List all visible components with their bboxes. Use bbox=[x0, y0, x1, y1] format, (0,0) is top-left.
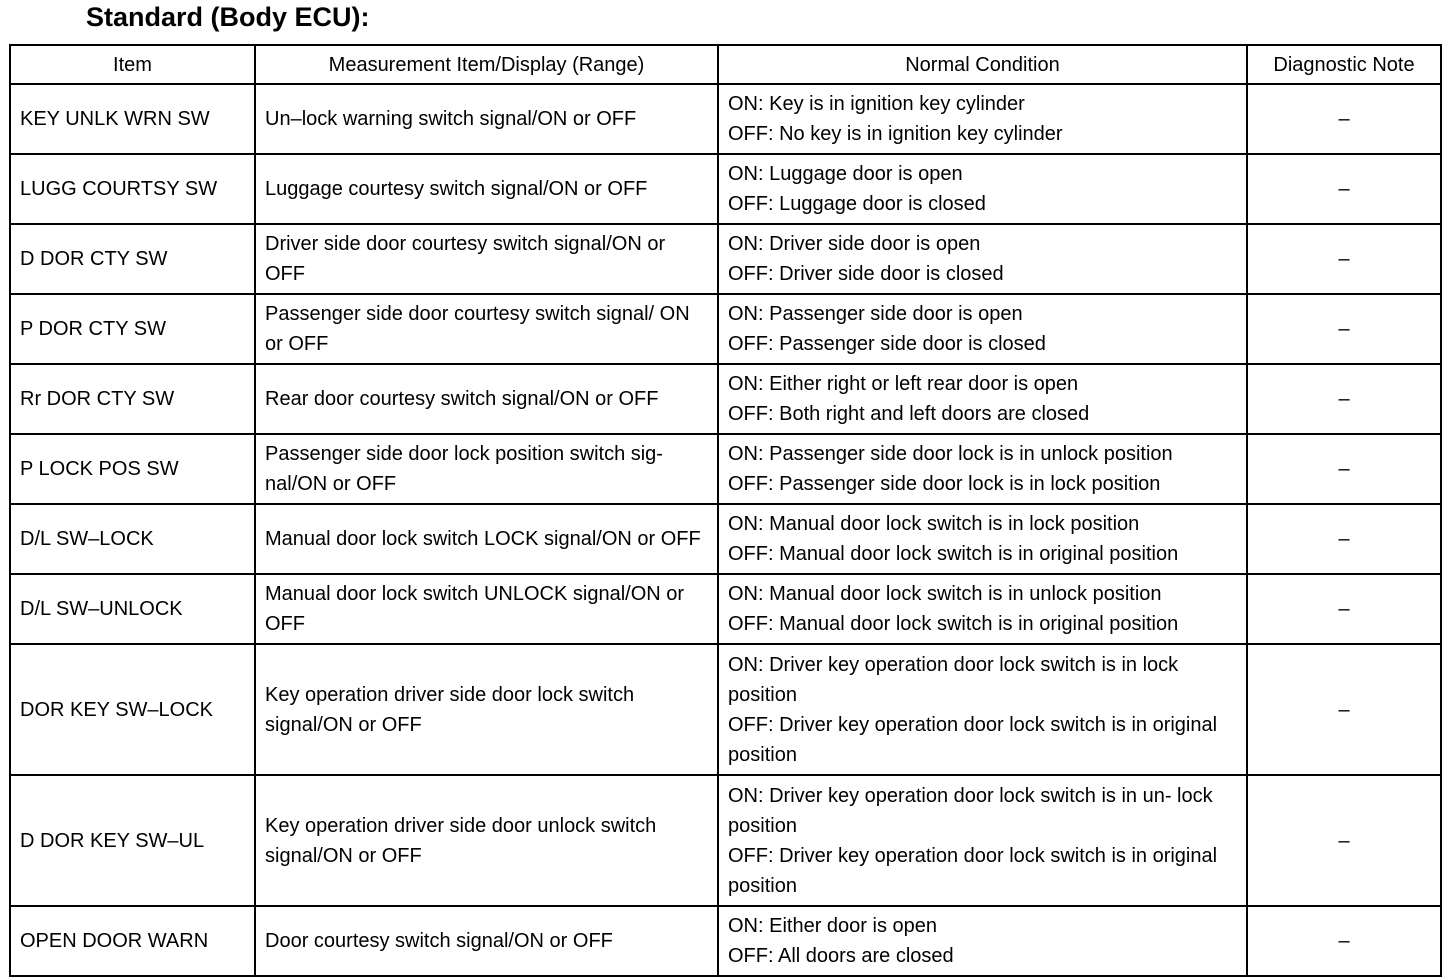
condition-cell bbox=[718, 84, 1247, 154]
condition-cell bbox=[718, 294, 1247, 364]
measurement-cell: Rear door courtesy switch signal/ON or OFF bbox=[255, 364, 718, 434]
table-row bbox=[10, 294, 1441, 364]
item-cell: P DOR CTY SW bbox=[10, 294, 255, 364]
condition-on: ON: Key is in ignition key cylinder bbox=[728, 93, 1025, 115]
item-cell: Rr DOR CTY SW bbox=[10, 364, 255, 434]
measurement-cell: Driver side door courtesy switch signal/ON or OFF bbox=[255, 224, 718, 294]
measurement-cell: Passenger side door lock position switch sig- nal/ON or OFF bbox=[255, 434, 718, 504]
table-row bbox=[10, 154, 1441, 224]
condition-off: OFF: No key is in ignition key cylinder bbox=[728, 123, 1063, 145]
measurement-cell: Door courtesy switch signal/ON or OFF bbox=[255, 906, 718, 976]
measurement-cell: Key operation driver side door lock switch signal/ON or OFF bbox=[255, 644, 718, 775]
header-normal-condition: Normal Condition bbox=[718, 45, 1247, 84]
condition-off: OFF: Luggage door is closed bbox=[728, 193, 986, 215]
condition-off: OFF: All doors are closed bbox=[728, 945, 954, 967]
measurement-cell: Passenger side door courtesy switch signal/ ON or OFF bbox=[255, 294, 718, 364]
measurement-cell: Un–lock warning switch signal/ON or OFF bbox=[255, 84, 718, 154]
item-cell: D/L SW–LOCK bbox=[10, 504, 255, 574]
condition-off: OFF: Driver key operation door lock switch is in original position bbox=[728, 713, 1218, 766]
condition-off: OFF: Both right and left doors are closed bbox=[728, 403, 1090, 425]
condition-cell bbox=[718, 906, 1247, 976]
condition-off: OFF: Passenger side door is closed bbox=[728, 333, 1046, 355]
item-cell: P LOCK POS SW bbox=[10, 434, 255, 504]
table-row bbox=[10, 574, 1441, 644]
condition-off: OFF: Manual door lock switch is in original position bbox=[728, 613, 1179, 635]
condition-cell bbox=[718, 364, 1247, 434]
condition-on: ON: Passenger side door is open bbox=[728, 303, 1023, 325]
condition-on: ON: Either door is open bbox=[728, 915, 937, 937]
condition-off: OFF: Manual door lock switch is in original position bbox=[728, 543, 1179, 565]
measurement-cell: Luggage courtesy switch signal/ON or OFF bbox=[255, 154, 718, 224]
note-cell: – bbox=[1247, 434, 1441, 504]
condition-cell bbox=[718, 644, 1247, 775]
note-cell: – bbox=[1247, 84, 1441, 154]
note-cell: – bbox=[1247, 294, 1441, 364]
header-measurement: Measurement Item/Display (Range) bbox=[255, 45, 718, 84]
condition-on: ON: Either right or left rear door is open bbox=[728, 373, 1079, 395]
table-row bbox=[10, 224, 1441, 294]
condition-on: ON: Passenger side door lock is in unlock position bbox=[728, 443, 1173, 465]
item-cell: DOR KEY SW–LOCK bbox=[10, 644, 255, 775]
note-cell: – bbox=[1247, 154, 1441, 224]
condition-cell bbox=[718, 504, 1247, 574]
measurement-cell: Manual door lock switch LOCK signal/ON or OFF bbox=[255, 504, 718, 574]
item-cell: D DOR KEY SW–UL bbox=[10, 775, 255, 906]
condition-on: ON: Manual door lock switch is in lock position bbox=[728, 513, 1140, 535]
note-cell: – bbox=[1247, 364, 1441, 434]
note-cell: – bbox=[1247, 504, 1441, 574]
table-row bbox=[10, 84, 1441, 154]
item-cell: OPEN DOOR WARN bbox=[10, 906, 255, 976]
note-cell: – bbox=[1247, 775, 1441, 906]
header-item: Item bbox=[10, 45, 255, 84]
condition-on: ON: Driver key operation door lock switch is in un- lock position bbox=[728, 784, 1213, 837]
condition-cell bbox=[718, 574, 1247, 644]
table-header-row bbox=[10, 45, 1441, 84]
condition-cell bbox=[718, 154, 1247, 224]
item-cell: D DOR CTY SW bbox=[10, 224, 255, 294]
note-cell: – bbox=[1247, 906, 1441, 976]
condition-off: OFF: Passenger side door lock is in lock position bbox=[728, 473, 1161, 495]
condition-cell bbox=[718, 775, 1247, 906]
body-ecu-table bbox=[9, 44, 1442, 977]
condition-on: ON: Driver side door is open bbox=[728, 233, 981, 255]
table-row bbox=[10, 644, 1441, 775]
note-cell: – bbox=[1247, 224, 1441, 294]
measurement-cell: Key operation driver side door unlock switch signal/ON or OFF bbox=[255, 775, 718, 906]
table-row bbox=[10, 906, 1441, 976]
condition-off: OFF: Driver side door is closed bbox=[728, 263, 1004, 285]
item-cell: D/L SW–UNLOCK bbox=[10, 574, 255, 644]
measurement-cell: Manual door lock switch UNLOCK signal/ON or OFF bbox=[255, 574, 718, 644]
page-title: Standard (Body ECU): bbox=[86, 2, 370, 32]
item-cell: KEY UNLK WRN SW bbox=[10, 84, 255, 154]
condition-on: ON: Luggage door is open bbox=[728, 163, 963, 185]
note-cell: – bbox=[1247, 644, 1441, 775]
table-row bbox=[10, 504, 1441, 574]
table-row bbox=[10, 364, 1441, 434]
header-diagnostic-note: Diagnostic Note bbox=[1247, 45, 1441, 84]
table-row bbox=[10, 775, 1441, 906]
condition-off: OFF: Driver key operation door lock switch is in original position bbox=[728, 844, 1218, 897]
item-cell: LUGG COURTSY SW bbox=[10, 154, 255, 224]
condition-cell bbox=[718, 434, 1247, 504]
condition-on: ON: Driver key operation door lock switch is in lock position bbox=[728, 653, 1179, 706]
note-cell: – bbox=[1247, 574, 1441, 644]
condition-on: ON: Manual door lock switch is in unlock position bbox=[728, 583, 1162, 605]
condition-cell bbox=[718, 224, 1247, 294]
table-row bbox=[10, 434, 1441, 504]
